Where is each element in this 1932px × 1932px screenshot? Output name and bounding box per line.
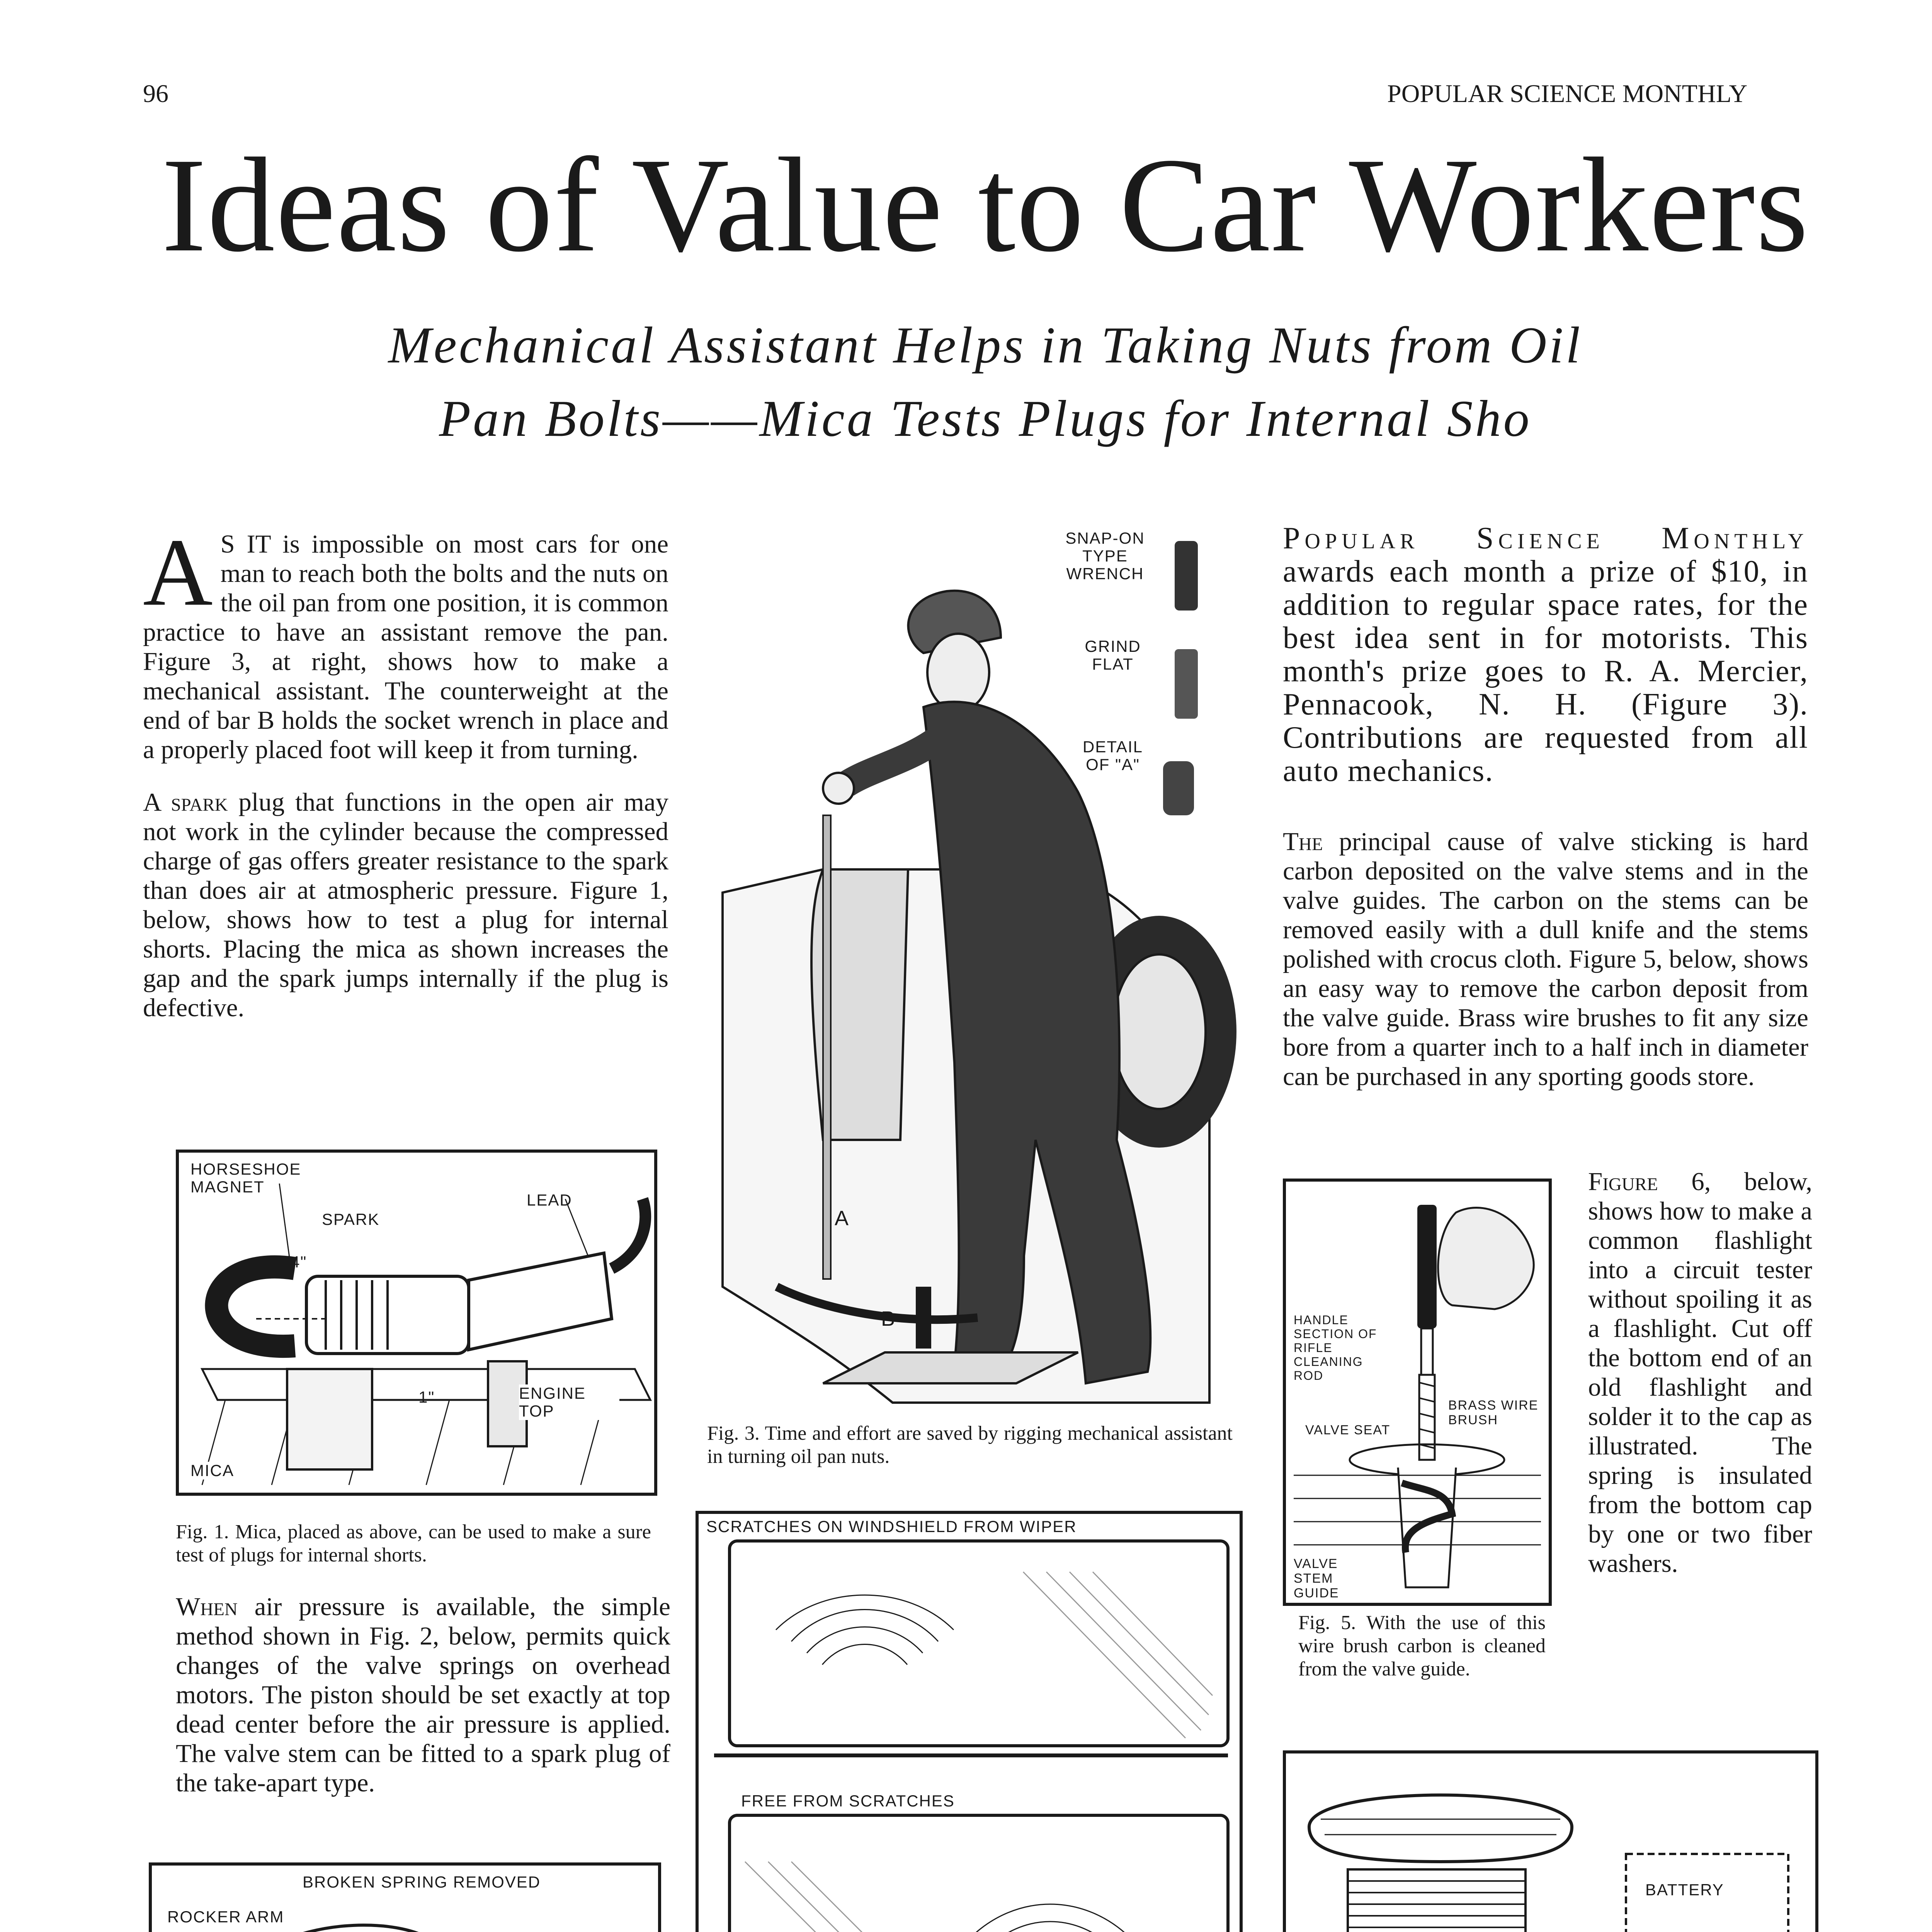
- fig1-label-gap: 1/4": [276, 1253, 307, 1271]
- fig1-caption: Fig. 1. Mica, placed as above, can be used to make a sure test of plugs for internal shorts.: [176, 1521, 651, 1566]
- fig4-illustration: [696, 1511, 1243, 1932]
- subtitle-line-2: Pan Bolts——Mica Tests Plugs for Internal Sho: [439, 390, 1532, 447]
- paragraph-lead: When: [176, 1592, 238, 1621]
- fig3-label-a: A: [835, 1207, 850, 1230]
- fig3-illustration: [707, 522, 1236, 1406]
- fig1-label-inch: 1": [418, 1388, 435, 1406]
- fig3-label-b: B: [881, 1307, 896, 1330]
- fig5-label-handle: HANDLE SECTION OF RIFLE CLEANING ROD: [1294, 1313, 1377, 1383]
- fig4-label-free: FREE FROM SCRATCHES: [741, 1792, 955, 1810]
- paragraph-text: 6, below, shows how to make a common flashlight into a circuit tester without spoiling it as a flashlight. Cut off the bottom end of an old flashlight and solder it to the cap as illustrated. The spring is insulated from the bottom cap by one or two fiber washers.: [1588, 1167, 1812, 1578]
- paragraph-lead: A spark: [143, 788, 228, 816]
- drop-cap: A: [143, 519, 213, 626]
- fig5-drawing: [1286, 1182, 1549, 1603]
- subtitle-line-1: Mechanical Assistant Helps in Taking Nuts from Oil: [388, 316, 1583, 374]
- fig3-label-grind-flat: GRIND FLAT: [1085, 637, 1141, 673]
- paragraph-text: principal cause of valve sticking is hard carbon deposited on the valve stems and in the valve guides. The carbon on the stems can be removed easily with a dull knife and the stems polished with crocus cloth. Figure 5, below, shows an easy way to remove the carbon deposit from the valve guide. Brass wire brushes to fit any size bore from a quarter inch to a half inch in diameter can be purchased in any sporting goods store.: [1283, 827, 1808, 1091]
- article-title: Ideas of Value to Car Workers: [161, 130, 1810, 280]
- fig3-drawing: [707, 522, 1236, 1406]
- prize-text: awards each month a prize of $10, in addition to regular space rates, for the best idea sent in for motorists. This month's prize goes to R. A. Mercier, Pennacook, N. H. (Figure 3). Contributions are requested from all auto mechanics.: [1283, 554, 1808, 788]
- column-3-text: [1283, 827, 1808, 1114]
- fig3-caption: Fig. 3. Time and effort are saved by rigging mechanical assistant in turning oil pan nuts.: [707, 1422, 1233, 1468]
- fig1-label-magnet: HORSESHOE MAGNET: [190, 1160, 301, 1196]
- fig1-label-mica: MICA: [190, 1461, 234, 1480]
- fig4-drawing: [699, 1514, 1240, 1932]
- fig4-label-scratches: SCRATCHES ON WINDSHIELD FROM WIPER: [706, 1517, 1077, 1536]
- running-head: POPULAR SCIENCE MONTHLY: [1387, 80, 1748, 108]
- column-1-text: [143, 519, 668, 1046]
- fig6-illustration: [1283, 1750, 1818, 1932]
- paragraph-air-pressure: [176, 1592, 670, 1798]
- paragraph-valve-sticking: [1283, 827, 1808, 1091]
- fig1-label-lead: LEAD: [527, 1191, 572, 1209]
- fig1-label-engine-top: ENGINE TOP: [519, 1384, 619, 1420]
- fig5-illustration: [1283, 1179, 1552, 1606]
- fig2-label-rocker-arm: ROCKER ARM: [167, 1908, 284, 1926]
- fig5-label-guide: VALVE STEM GUIDE: [1294, 1556, 1379, 1600]
- paragraph-oil-pan: [143, 519, 668, 764]
- fig1-label-spark: SPARK: [322, 1210, 380, 1228]
- prize-notice: [1283, 522, 1808, 787]
- paragraph-text: plug that functions in the open air may not work in the cylinder because the compressed charge of gas offers greater resistance to the spark than does air at atmospheric pressure. Figure 1, below, shows how to test a plug for internal shorts. Placing the mica as shown increases the gap and the spark jumps internally if the plug is defective.: [143, 788, 668, 1022]
- fig3-label-detail: DETAIL OF "A": [1083, 738, 1143, 774]
- fig3-label-snap-on: SNAP-ON TYPE WRENCH: [1065, 529, 1145, 583]
- fig2-illustration: [149, 1862, 661, 1932]
- paragraph-flashlight: [1588, 1167, 1812, 1578]
- fig6-label-battery-top: BATTERY: [1645, 1881, 1724, 1899]
- column-1-text-lower: [176, 1592, 670, 1821]
- fig5-caption: Fig. 5. With the use of this wire brush carbon is cleaned from the valve guide.: [1298, 1612, 1546, 1680]
- paragraph-lead: Figure: [1588, 1167, 1658, 1196]
- fig2-label-broken-spring: BROKEN SPRING REMOVED: [303, 1873, 541, 1891]
- fig6-drawing: [1286, 1753, 1815, 1932]
- paragraph-text: air pressure is available, the simple method shown in Fig. 2, below, permits quick changes of the valve springs on overhead motors. The piston should be set exactly at top dead center before the air pressure is applied. The valve stem can be fitted to a spark plug of the take-apart type.: [176, 1592, 670, 1797]
- fig5-label-brush: BRASS WIRE BRUSH: [1448, 1398, 1541, 1427]
- prize-lead: Popular Science Monthly: [1283, 521, 1808, 555]
- page-number: 96: [143, 80, 168, 108]
- fig1-illustration: [176, 1150, 657, 1496]
- paragraph-text: S IT is impossible on most cars for one man to reach both the bolts and the nuts on the oil pan from one position, it is common practice to have an assistant remove the pan. Figure 3, at right, shows how to make a mechanical assistant. The counterweight at the end of bar B holds the socket wrench in place and a properly placed foot will keep it from turning.: [143, 530, 668, 764]
- fig1-drawing: [179, 1153, 654, 1493]
- paragraph-lead: The: [1283, 827, 1323, 856]
- column-3-text-flashlight: [1588, 1167, 1812, 1601]
- fig5-label-seat: VALVE SEAT: [1305, 1421, 1390, 1439]
- paragraph-spark-plug: [143, 787, 668, 1022]
